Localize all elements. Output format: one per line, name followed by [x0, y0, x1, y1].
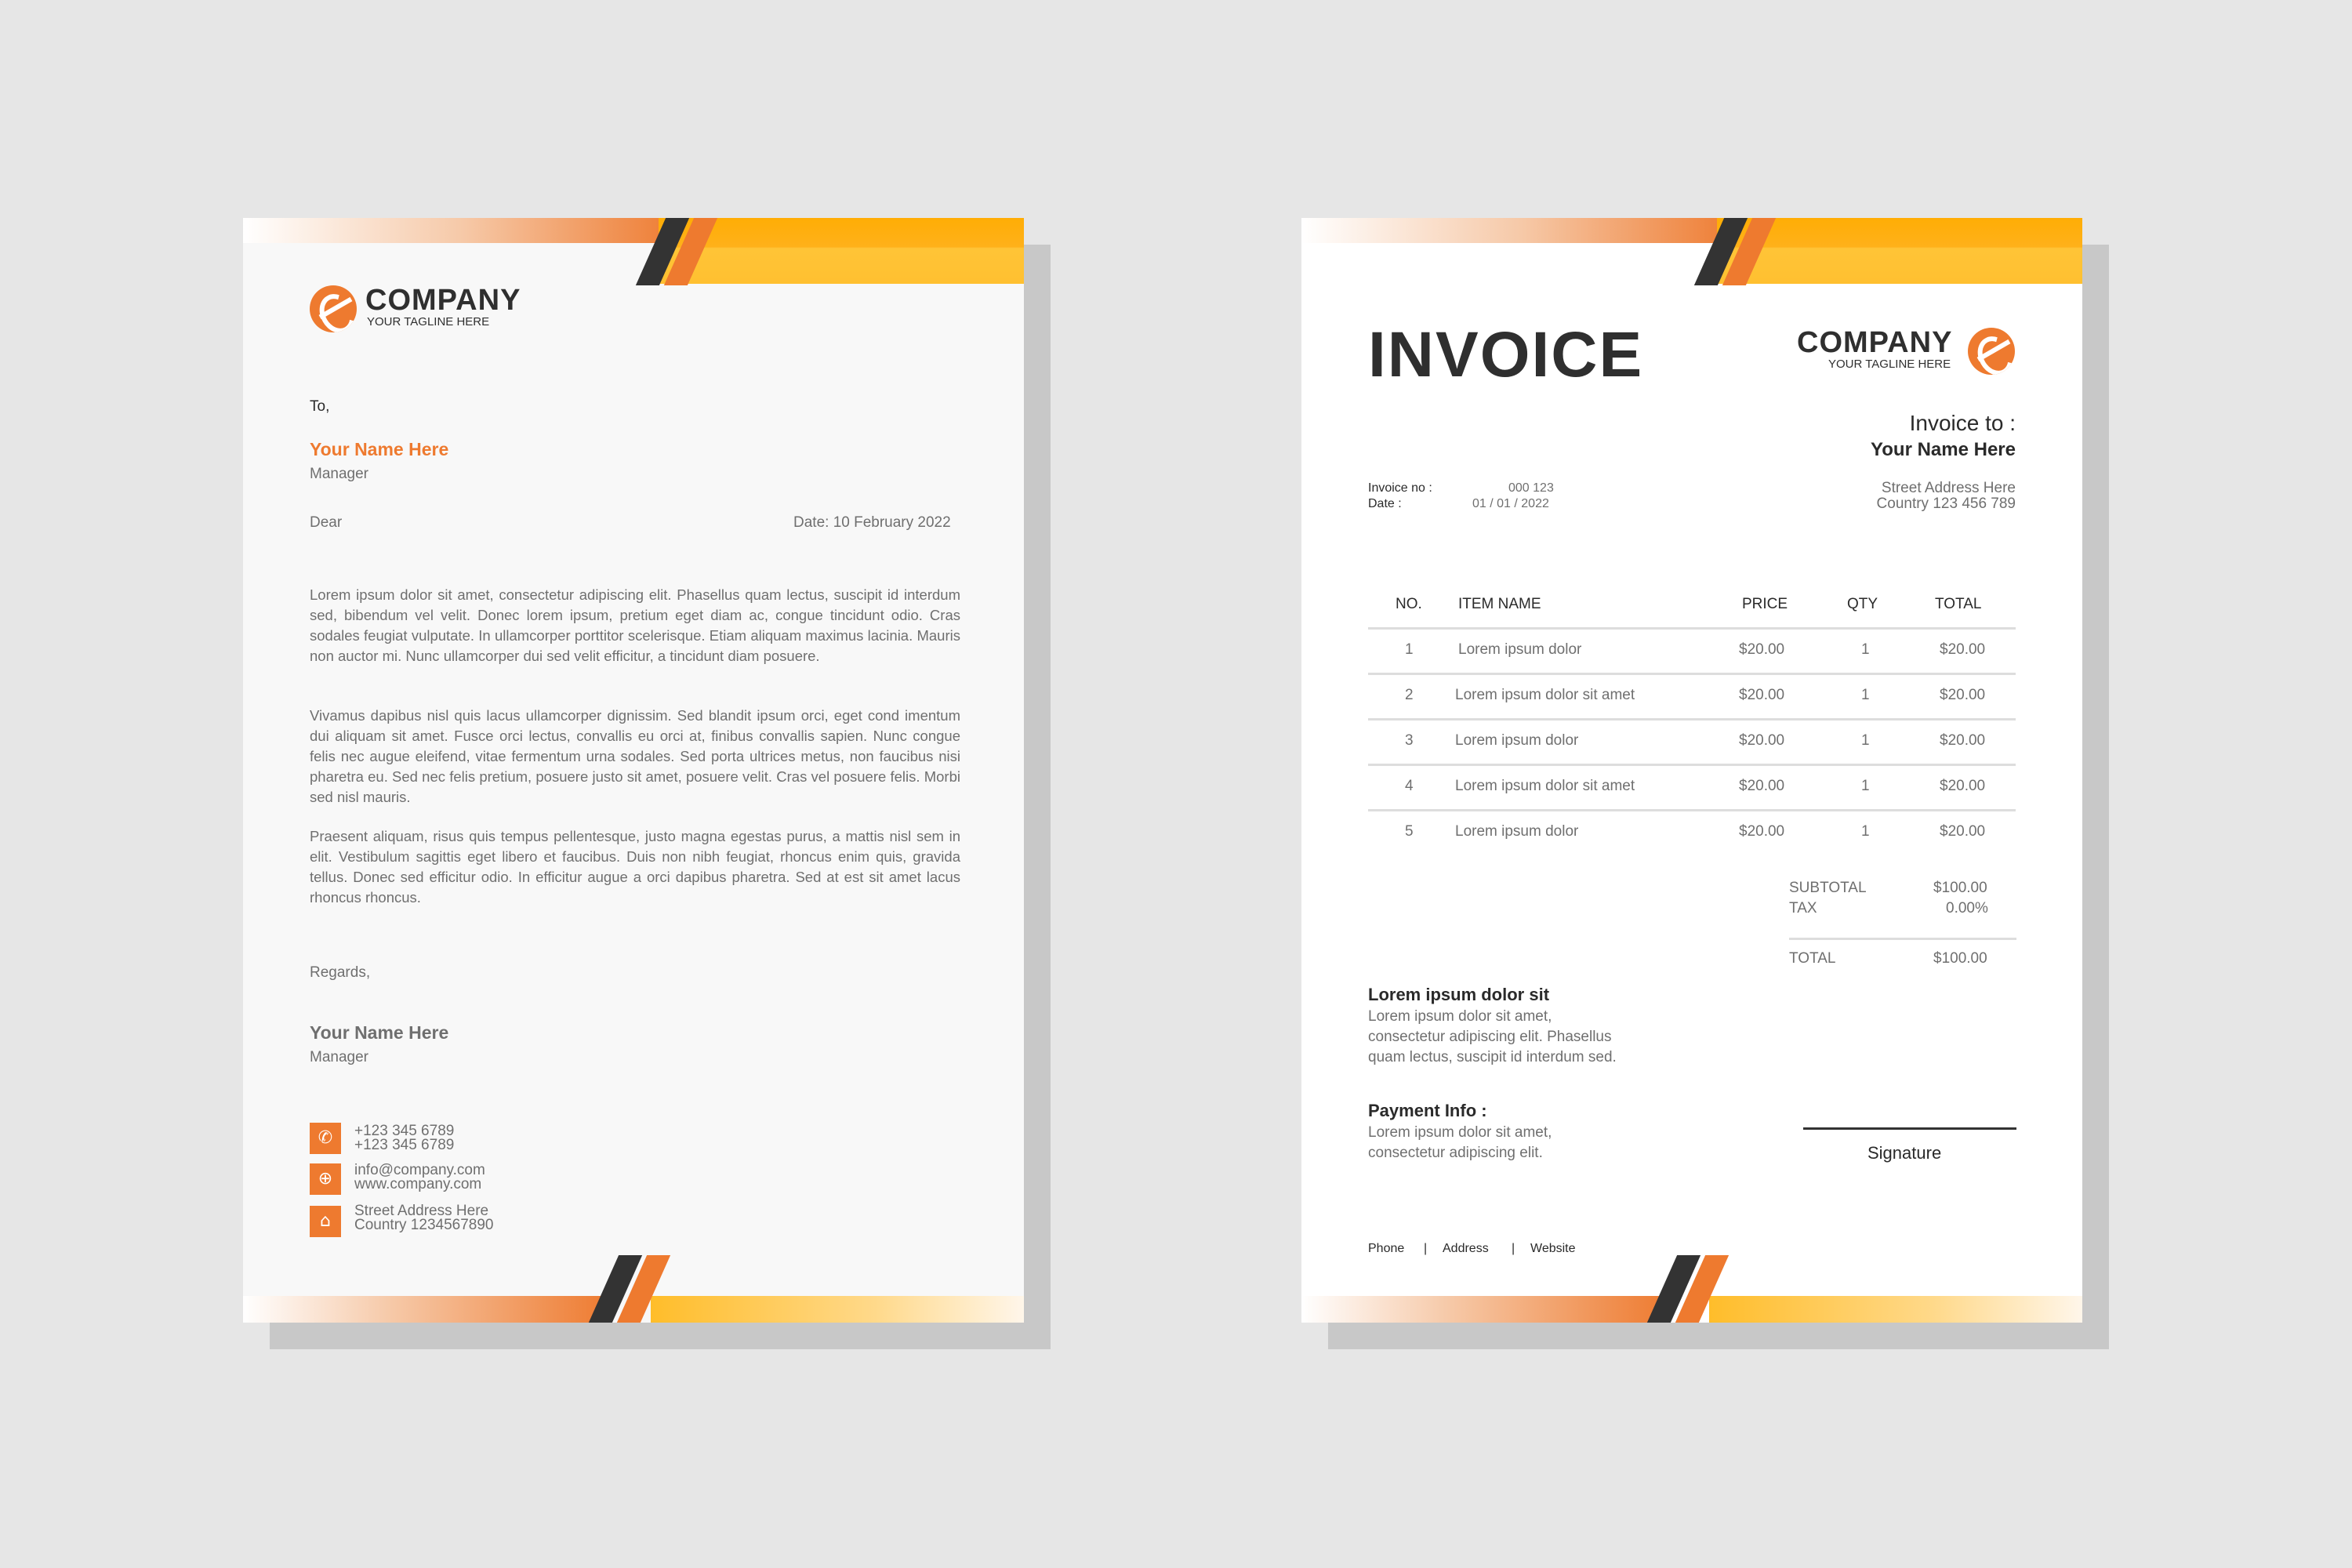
- to-label: To,: [310, 398, 330, 415]
- col-header-item: ITEM NAME: [1458, 596, 1541, 612]
- phone-line-1: +123 345 6789: [354, 1123, 455, 1139]
- row-qty: 1: [1861, 778, 1870, 794]
- total-value: $100.00: [1933, 950, 1987, 967]
- row-price: $20.00: [1739, 687, 1785, 703]
- invoice-date-value: 01 / 01 / 2022: [1472, 497, 1549, 510]
- tax-value: 0.00%: [1946, 900, 1988, 916]
- tax-label: TAX: [1789, 900, 1817, 916]
- invoice-date-label: Date :: [1368, 497, 1402, 510]
- company-name: COMPANY: [1797, 326, 1953, 359]
- row-item: Lorem ipsum dolor sit amet: [1455, 687, 1635, 703]
- letterhead-page: [243, 218, 1024, 1323]
- client-name: Your Name Here: [1871, 439, 2016, 460]
- note-line: quam lectus, suscipit id interdum sed.: [1368, 1049, 1617, 1065]
- payment-line: consectetur adipiscing elit.: [1368, 1145, 1543, 1161]
- signature-label: Signature: [1867, 1143, 1942, 1163]
- signature-line: [1803, 1127, 2016, 1130]
- row-price: $20.00: [1739, 641, 1785, 658]
- row-price: $20.00: [1739, 778, 1785, 794]
- row-item: Lorem ipsum dolor sit amet: [1455, 778, 1635, 794]
- letter-date: Date: 10 February 2022: [793, 514, 951, 531]
- header-band-gradient: [1301, 218, 1740, 243]
- row-total: $20.00: [1940, 823, 1986, 840]
- note-heading: Lorem ipsum dolor sit: [1368, 985, 1550, 1004]
- row-no: 1: [1405, 641, 1414, 658]
- address-line-2: Country 1234567890: [354, 1217, 494, 1233]
- company-name: COMPANY: [365, 284, 521, 317]
- row-qty: 1: [1861, 641, 1870, 658]
- summary-rule: [1789, 938, 2016, 940]
- home-icon: ⌂: [310, 1206, 341, 1237]
- company-logo-icon: [310, 285, 357, 332]
- phone-line-2: +123 345 6789: [354, 1137, 455, 1153]
- footer-separator: |: [1512, 1242, 1515, 1255]
- row-total: $20.00: [1940, 732, 1986, 749]
- footer-website: Website: [1530, 1242, 1576, 1255]
- row-qty: 1: [1861, 732, 1870, 749]
- row-no: 2: [1405, 687, 1414, 703]
- subtotal-value: $100.00: [1933, 880, 1987, 896]
- row-total: $20.00: [1940, 778, 1986, 794]
- row-total: $20.00: [1940, 641, 1986, 658]
- invoice-no-value: 000 123: [1508, 481, 1554, 495]
- row-item: Lorem ipsum dolor: [1455, 823, 1579, 840]
- col-header-qty: QTY: [1847, 596, 1878, 612]
- footer-separator: |: [1424, 1242, 1428, 1255]
- row-price: $20.00: [1739, 732, 1785, 749]
- recipient-name: Your Name Here: [310, 439, 449, 459]
- row-item: Lorem ipsum dolor: [1455, 732, 1579, 749]
- recipient-title: Manager: [310, 466, 368, 482]
- row-no: 5: [1405, 823, 1414, 840]
- globe-icon: ⊕: [310, 1163, 341, 1195]
- total-label: TOTAL: [1789, 950, 1836, 967]
- payment-line: Lorem ipsum dolor sit amet,: [1368, 1124, 1552, 1141]
- footer-band-gradient: [243, 1296, 612, 1323]
- body-paragraph: Vivamus dapibus nisl quis lacus ullamcorper dignissim. Sed blandit ipsum orci, eget cond imentum dui aliquam sit amet. Fusce orci lectus, convallis eu orci at, finibus convallis sapien. Nunc congue felis nec augue eleifend, vitae fermentum urna sodales. Sed porta ultrices metus, non faucibus nisi pharetra eu. Sed nec felis pretium, posuere justo sit amet, posuere velit. Cras vel posuere felis. Morbi sed nisl mauris.: [310, 707, 960, 805]
- sender-name: Your Name Here: [310, 1022, 449, 1043]
- row-no: 3: [1405, 732, 1414, 749]
- subtotal-label: SUBTOTAL: [1789, 880, 1867, 896]
- email-line: info@company.com: [354, 1162, 485, 1178]
- address-line-1: Street Address Here: [354, 1203, 489, 1219]
- payment-heading: Payment Info :: [1368, 1101, 1487, 1120]
- row-item: Lorem ipsum dolor: [1458, 641, 1582, 658]
- col-header-total: TOTAL: [1935, 596, 1982, 612]
- invoice-page: [1301, 218, 2082, 1323]
- row-price: $20.00: [1739, 823, 1785, 840]
- company-tagline: YOUR TAGLINE HERE: [1828, 358, 1951, 371]
- client-address-line-1: Street Address Here: [1881, 480, 2016, 496]
- row-total: $20.00: [1940, 687, 1986, 703]
- header-band-gradient: [243, 218, 682, 243]
- footer-band-gradient: [1301, 1296, 1670, 1323]
- col-header-no: NO.: [1396, 596, 1422, 612]
- table-rule: [1368, 764, 2016, 766]
- website-line: www.company.com: [354, 1176, 482, 1192]
- note-line: consectetur adipiscing elit. Phasellus: [1368, 1029, 1612, 1045]
- invoice-to-label: Invoice to :: [1909, 411, 2016, 435]
- company-logo-icon: [1968, 328, 2015, 375]
- col-header-price: PRICE: [1742, 596, 1788, 612]
- phone-icon: ✆: [310, 1123, 341, 1154]
- body-paragraph: Praesent aliquam, risus quis tempus pellentesque, justo magna egestas purus, a mattis nisl sem in elit. Vestibulum sagittis eget libero et faucibus. Duis non nibh feugiat, rhoncus enim quis, gravida tellus. Donec sed efficitur odio. In efficitur augue a orci dapibus pharetra. Sed at est sit amet lacus rhoncus rhoncus.: [310, 828, 960, 906]
- footer-phone: Phone: [1368, 1242, 1405, 1255]
- company-tagline: YOUR TAGLINE HERE: [367, 315, 490, 328]
- table-rule: [1368, 673, 2016, 675]
- header-band-yellow: [659, 218, 1024, 284]
- footer-address: Address: [1443, 1242, 1489, 1255]
- table-rule: [1368, 809, 2016, 811]
- row-no: 4: [1405, 778, 1414, 794]
- invoice-title: INVOICE: [1368, 319, 1644, 390]
- client-address-line-2: Country 123 456 789: [1876, 495, 2016, 512]
- row-qty: 1: [1861, 687, 1870, 703]
- footer-band-yellow: [1709, 1296, 2082, 1323]
- salutation: Dear: [310, 514, 343, 531]
- table-rule: [1368, 627, 2016, 630]
- table-rule: [1368, 718, 2016, 720]
- invoice-no-label: Invoice no :: [1368, 481, 1432, 495]
- sender-title: Manager: [310, 1049, 368, 1065]
- header-band-yellow: [1717, 218, 2082, 284]
- closing: Regards,: [310, 964, 371, 981]
- body-paragraph: Lorem ipsum dolor sit amet, consectetur adipiscing elit. Phasellus quam lectus, suscipit id interdum sed, bibendum vel velit. Donec lorem ipsum, pretium eget diam ac, congue tincidunt odio. Cras sodales feugiat vulputate. In ullamcorper porttitor scelerisque. Etiam aliquam maximus lacinia. Mauris non auctor mi. Nunc ullamcorper dui sed velit efficitur, a tincidunt diam posuere.: [310, 586, 960, 664]
- note-line: Lorem ipsum dolor sit amet,: [1368, 1008, 1552, 1025]
- footer-band-yellow: [651, 1296, 1024, 1323]
- row-qty: 1: [1861, 823, 1870, 840]
